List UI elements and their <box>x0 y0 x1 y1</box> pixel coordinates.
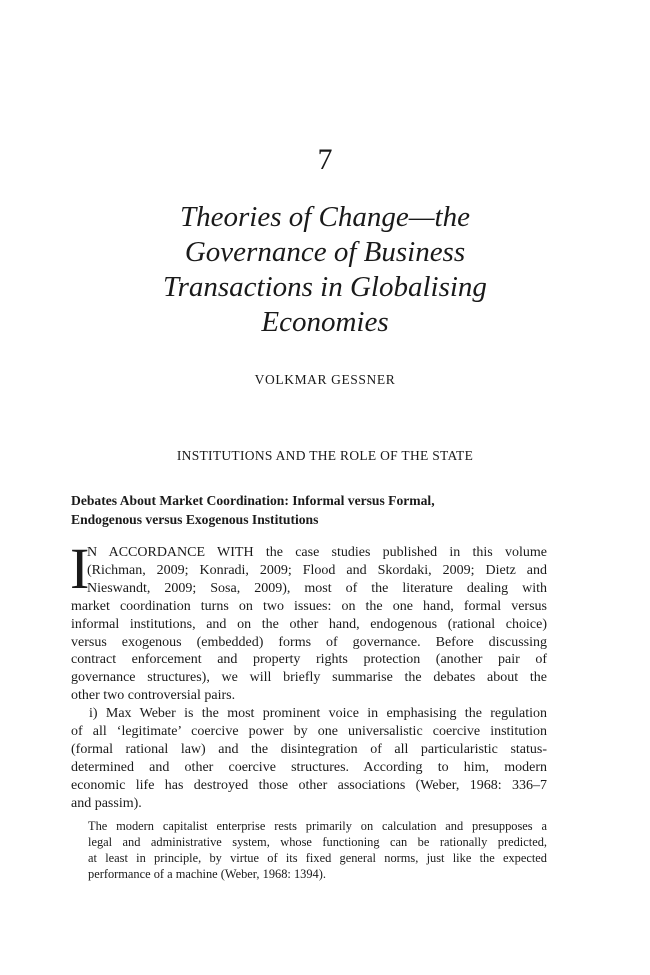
text-line: N ACCORDANCE WITH the case studies published in this volume <box>87 545 547 560</box>
text-line: contract enforcement and property rights protection (another pair of <box>71 652 547 668</box>
chapter-title-line: Economies <box>261 306 389 338</box>
text-line: economic life has destroyed those other associations (Weber, 1968: 336–7 <box>71 777 547 793</box>
paragraph-1 <box>70 536 547 705</box>
text-line: (Richman, 2009; Konradi, 2009; Flood and Skordaki, 2009; Dietz and <box>87 562 547 578</box>
chapter-title-line: Transactions in Globalising <box>163 271 487 303</box>
chapter-title-line: Theories of Change—the <box>180 201 470 233</box>
text-line: other two controversial pairs. <box>71 688 236 704</box>
chapter-author: VOLKMAR GESSNER <box>254 372 396 387</box>
text-line: i) Max Weber is the most prominent voice in emphasising the regulation <box>89 706 547 722</box>
text-line: and passim). <box>71 795 142 811</box>
section-heading: INSTITUTIONS AND THE ROLE OF THE STATE <box>176 448 474 463</box>
quote-line: performance of a machine (Weber, 1968: 1394). <box>88 867 326 881</box>
text-line: versus exogenous (embedded) forms of governance. Before discussing <box>71 634 547 650</box>
text-line: Nieswandt, 2009; Sosa, 2009), most of the literature dealing with <box>87 580 547 596</box>
quote-line: at least in principle, by virtue of its fixed general norms, just like the expected <box>88 851 547 865</box>
text-line: determined and other coercive structures. According to him, modern <box>71 759 547 775</box>
quote-line: legal and administrative system, whose functioning can be rationally predicted, <box>88 835 547 849</box>
chapter-number: 7 <box>317 143 333 176</box>
subsection-heading-line: Endogenous versus Exogenous Institutions <box>71 512 319 527</box>
text-line: informal institutions, and on the other hand, endogenous (rational choice) <box>71 616 547 632</box>
body-text <box>70 536 547 813</box>
block-quote <box>88 818 547 882</box>
text-line: of all ‘legitimate’ coercive power by one universalistic coercive institution <box>71 724 547 740</box>
paragraph-2 <box>71 705 547 812</box>
chapter-title <box>90 200 560 340</box>
chapter-title-line: Governance of Business <box>184 236 466 268</box>
drop-cap: I <box>70 536 90 601</box>
subsection-heading-line: Debates About Market Coordination: Informal versus Formal, <box>71 493 435 508</box>
text-line: governance structures), we will briefly summarise the debates about the <box>71 670 547 686</box>
subsection-heading <box>71 491 551 529</box>
text-line: (formal rational law) and the disintegration of all particularistic status- <box>71 741 547 757</box>
text-line: market coordination turns on two issues: on the one hand, formal versus <box>71 598 547 614</box>
quote-line: The modern capitalist enterprise rests primarily on calculation and presupposes a <box>88 819 547 833</box>
